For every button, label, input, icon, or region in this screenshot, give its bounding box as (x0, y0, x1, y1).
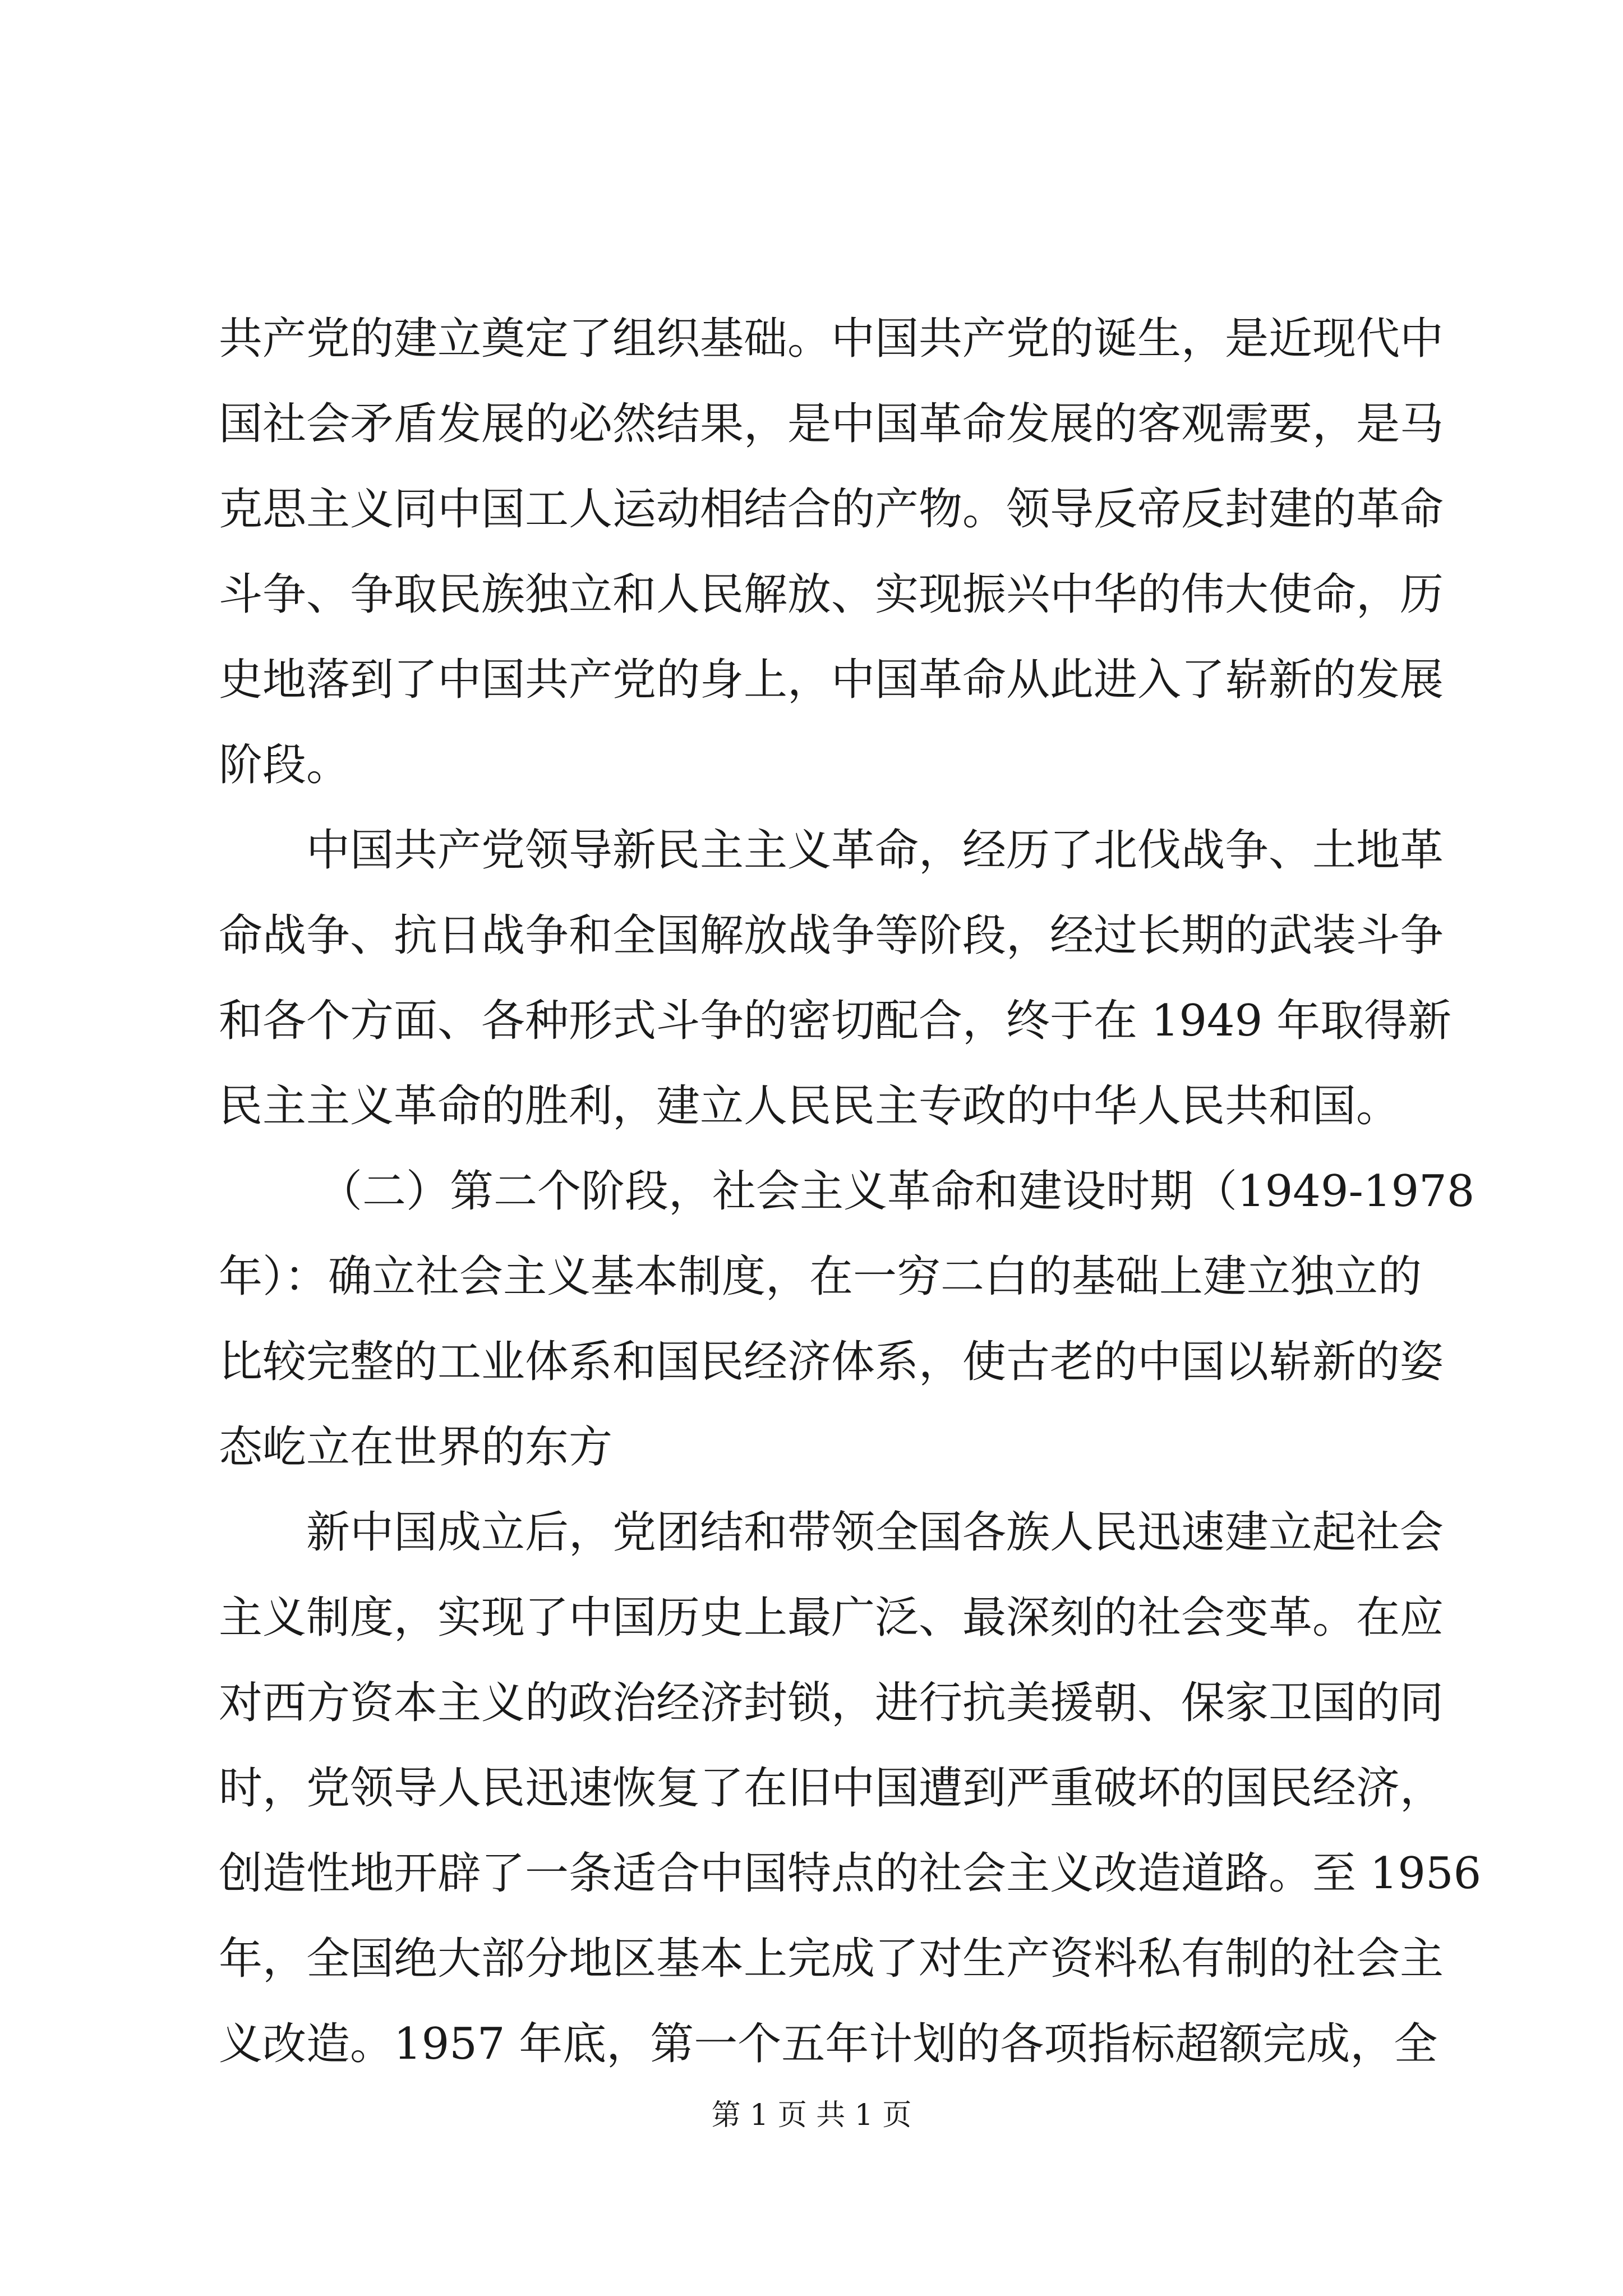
text-line: 主义制度，实现了中国历史上最广泛、最深刻的社会变革。在应 (219, 1593, 1444, 1643)
text-line: 对西方资本主义的政治经济封锁，进行抗美援朝、保家卫国的同 (219, 1678, 1444, 1728)
text-line: 中国共产党领导新民主主义革命，经历了北伐战争、土地革 (306, 825, 1444, 876)
page-number-label: 第 1 页 共 1 页 (711, 2099, 912, 2132)
paragraph-2 (219, 808, 1452, 1149)
text-line: 史地落到了中国共产党的身上，中国革命从此进入了崭新的发展 (219, 655, 1444, 705)
text-line: 民主主义革命的胜利，建立人民民主专政的中华人民共和国。 (219, 1081, 1400, 1131)
section-heading (219, 1149, 1475, 1490)
paragraph-4 (219, 1490, 1482, 2087)
text-line: 阶段。 (219, 740, 351, 790)
text-line: 年，全国绝大部分地区基本上完成了对生产资料私有制的社会主 (219, 1934, 1444, 1984)
document-body (219, 296, 1482, 2087)
text-line: 义改造。1957 年底，第一个五年计划的各项指标超额完成，全 (219, 2019, 1438, 2069)
page-footer (0, 2096, 1623, 2135)
text-line: 创造性地开辟了一条适合中国特点的社会主义改造道路。至 1956 (219, 1848, 1482, 1899)
text-line: 命战争、抗日战争和全国解放战争等阶段，经过长期的武装斗争 (219, 910, 1444, 961)
text-line: 克思主义同中国工人运动相结合的产物。领导反帝反封建的革命 (219, 484, 1444, 535)
heading-line: 年）：确立社会主义基本制度，在一穷二白的基础上建立独立的 (219, 1251, 1422, 1302)
heading-line: 比较完整的工业体系和国民经济体系，使古老的中国以崭新的姿 (219, 1337, 1444, 1387)
text-line: 时，党领导人民迅速恢复了在旧中国遭到严重破坏的国民经济， (219, 1763, 1444, 1814)
text-line: 共产党的建立奠定了组织基础。中国共产党的诞生，是近现代中 (219, 314, 1444, 364)
heading-line: （二）第二个阶段，社会主义革命和建设时期（1949-1978 (319, 1166, 1475, 1217)
heading-line: 态屹立在世界的东方 (219, 1422, 613, 1473)
text-line: 和各个方面、各种形式斗争的密切配合，终于在 1949 年取得新 (219, 996, 1452, 1046)
text-line: 国社会矛盾发展的必然结果，是中国革命发展的客观需要，是马 (219, 399, 1444, 449)
text-line: 新中国成立后，党团结和带领全国各族人民迅速建立起社会 (306, 1507, 1444, 1558)
text-line: 斗争、争取民族独立和人民解放、实现振兴中华的伟大使命，历 (219, 569, 1444, 620)
paragraph-1 (219, 296, 1444, 808)
